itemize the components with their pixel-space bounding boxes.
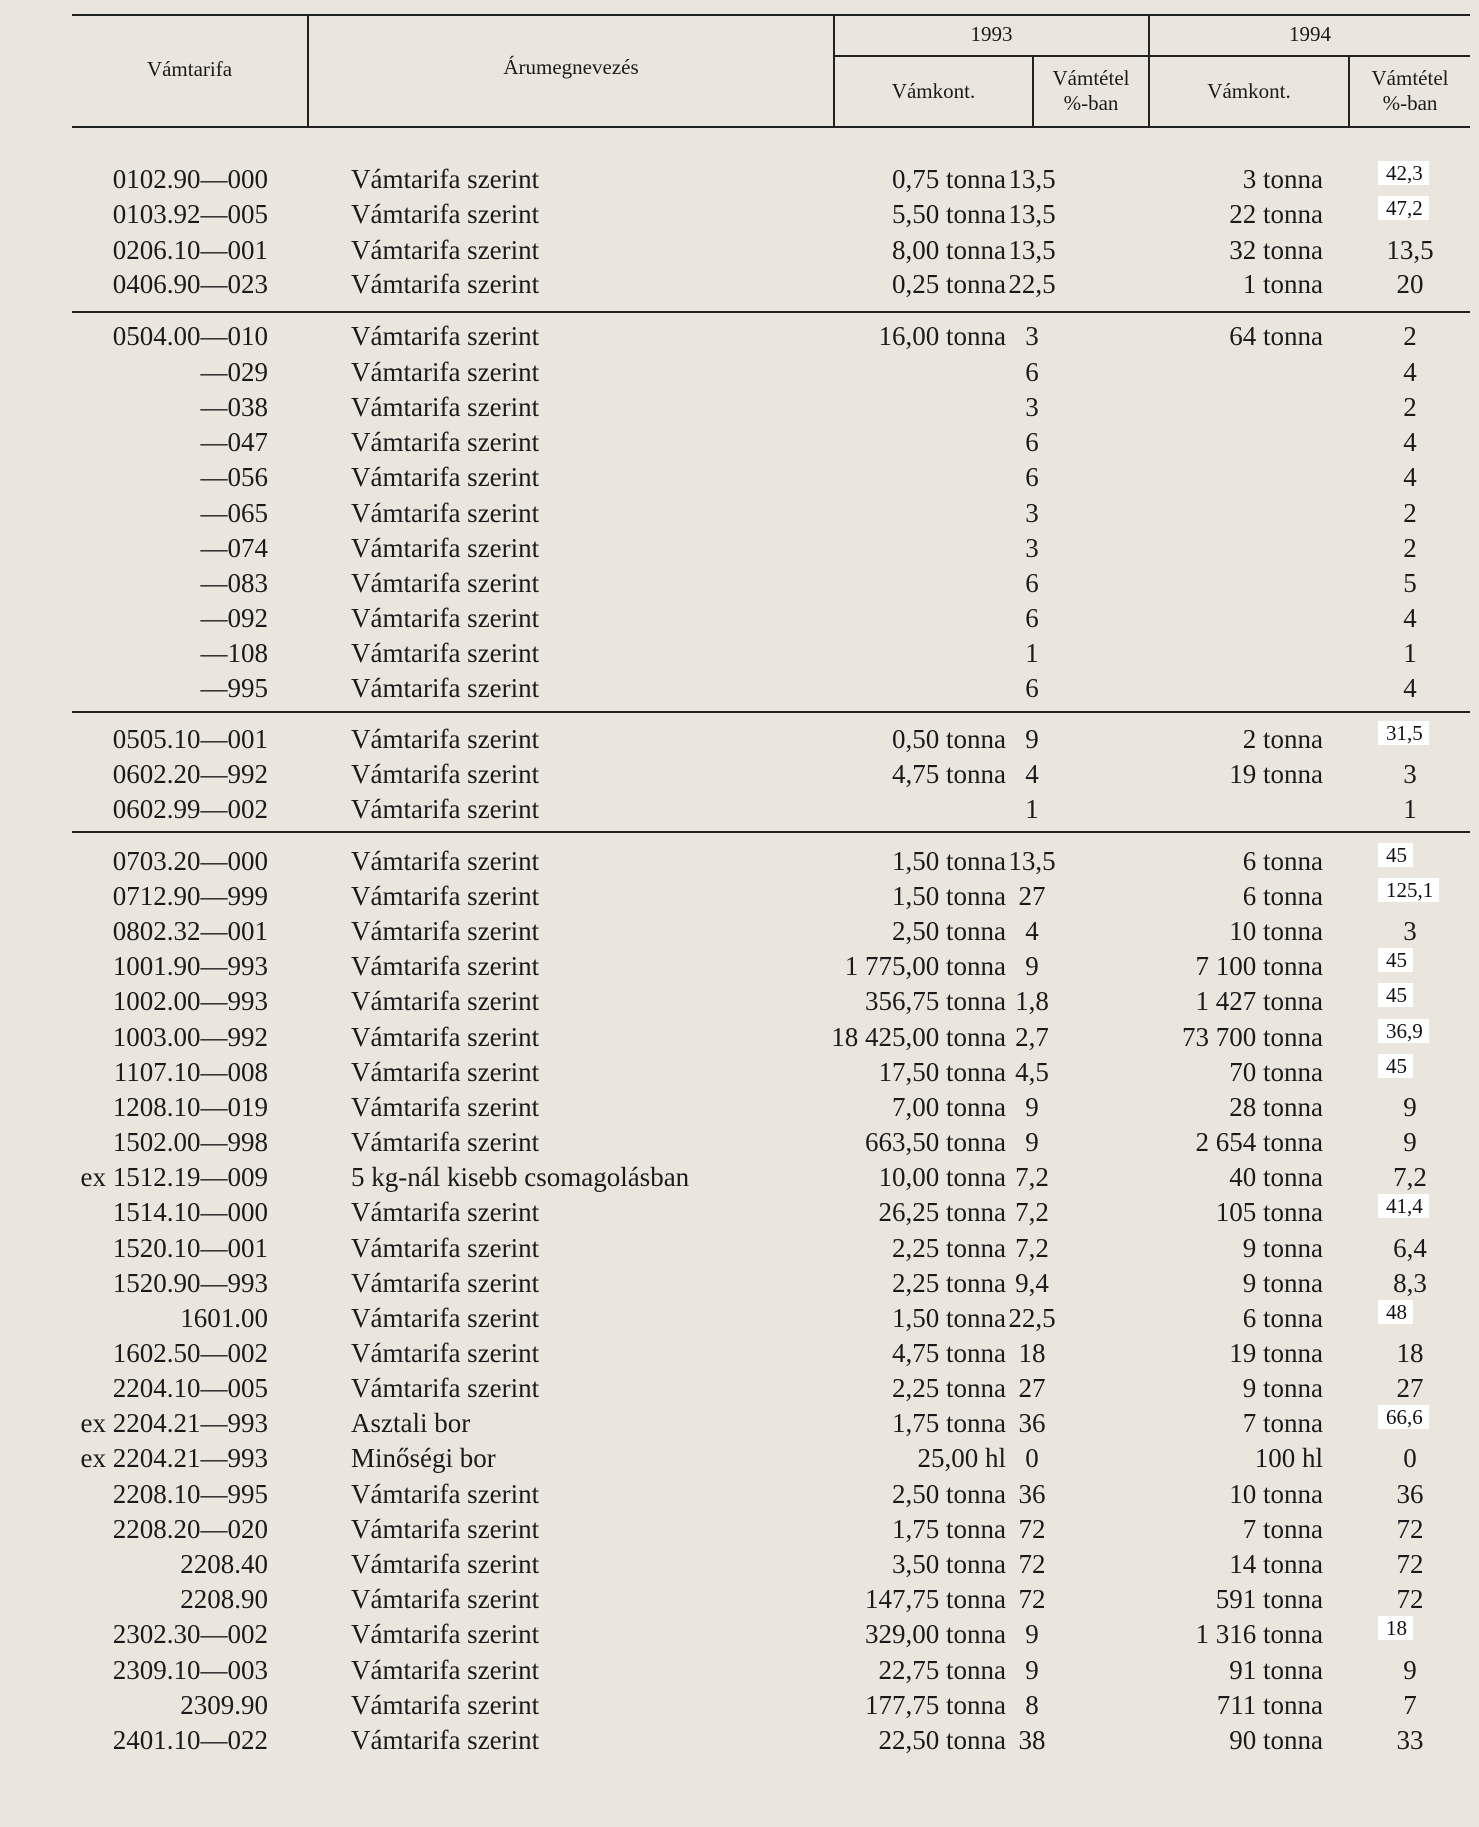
quota-1993-cell: 8,00 tonna [892,235,1006,265]
goods-description-cell: 5 kg-nál kisebb csomagolásban [351,1162,690,1192]
rate-1993-cell: 72 [1018,1514,1046,1544]
goods-description-cell: Vámtarifa szerint [351,1092,540,1122]
tariff-code-cell: 1107.10—008 [113,1057,268,1087]
rate-1993-cell: 13,5 [1008,846,1056,876]
rate-1993-cell: 3 [1025,321,1039,351]
tariff-code-cell: 0504.00—010 [112,321,268,351]
tariff-code-cell: 0103.92—005 [112,199,268,229]
quota-1993-cell: 2,25 tonna [892,1373,1006,1403]
quota-1993-cell: 10,00 tonna [878,1162,1006,1192]
quota-1993-cell: 1,50 tonna [892,846,1006,876]
quota-1993-cell: 1,75 tonna [892,1408,1006,1438]
rate-1994-cell: 1 [1403,638,1417,668]
goods-description-cell: Vámtarifa szerint [351,1197,540,1227]
col-header-year-1994: 1994 [1289,22,1331,46]
tariff-code-cell: 1601.00 [180,1303,268,1333]
rate-1994-cell: 5 [1403,568,1417,598]
goods-description-cell: Vámtarifa szerint [351,846,540,876]
goods-description-cell: Vámtarifa szerint [351,759,540,789]
col-header-quota-1993: Vámkont. [891,79,976,103]
quota-1994-cell: 6 tonna [1242,1303,1323,1333]
quota-1994-cell: 9 tonna [1242,1268,1323,1298]
rate-1993-cell: 18 [1018,1338,1046,1368]
quota-1994-cell: 9 tonna [1242,1233,1323,1263]
rate-1994-correction-patch: 48 [1378,1300,1413,1324]
rate-1994-cell: 13,5 [1386,235,1434,265]
rate-1994-cell: 4 [1403,462,1417,492]
goods-description-cell: Vámtarifa szerint [351,462,540,492]
rate-1994-cell: 9 [1403,1092,1417,1122]
rate-1994-cell: 4 [1403,673,1417,703]
rate-1994-cell: 4 [1403,427,1417,457]
rate-1994-cell: 33 [1396,1725,1424,1755]
rate-1994-cell: 4 [1403,603,1417,633]
quota-1994-cell: 591 tonna [1215,1584,1323,1614]
rate-1994-cell: 1 [1403,794,1417,824]
quota-1994-cell: 70 tonna [1229,1057,1323,1087]
quota-1993-cell: 22,75 tonna [878,1655,1006,1685]
rate-1993-cell: 6 [1025,603,1039,633]
rate-1993-cell: 4,5 [1015,1057,1049,1087]
goods-description-cell: Vámtarifa szerint [351,881,540,911]
tariff-code-cell: 0406.90—023 [112,269,268,299]
tariff-code-cell: —065 [200,498,268,528]
tariff-code-cell: 2309.90 [180,1690,268,1720]
rate-1994-cell: 3 [1403,916,1417,946]
tariff-code-cell: 2302.30—002 [112,1619,268,1649]
tariff-code-cell: —083 [200,568,268,598]
quota-1993-cell: 0,50 tonna [892,724,1006,754]
quota-1994-cell: 28 tonna [1229,1092,1323,1122]
rate-1993-cell: 13,5 [1008,199,1056,229]
tariff-code-cell: 2208.40 [180,1549,268,1579]
quota-1993-cell: 2,25 tonna [892,1233,1006,1263]
tariff-code-cell: 2208.20—020 [112,1514,268,1544]
quota-1994-cell: 40 tonna [1229,1162,1323,1192]
quota-1994-cell: 19 tonna [1229,1338,1323,1368]
quota-1993-cell: 4,75 tonna [892,1338,1006,1368]
goods-description-cell: Vámtarifa szerint [351,533,540,563]
goods-description-cell: Vámtarifa szerint [351,951,540,981]
quota-1993-cell: 5,50 tonna [892,199,1006,229]
rate-1993-cell: 22,5 [1008,1303,1056,1333]
quota-1993-cell: 17,50 tonna [878,1057,1006,1087]
rate-1993-cell: 22,5 [1008,269,1056,299]
tariff-code-cell: ex 1512.19—009 [80,1162,268,1192]
goods-description-cell: Asztali bor [351,1408,471,1438]
tariff-code-cell: 0802.32—001 [112,916,268,946]
quota-1993-cell: 0,75 tonna [892,164,1006,194]
rate-1994-cell: 2 [1403,321,1417,351]
rate-1993-cell: 9 [1025,1127,1039,1157]
quota-1993-cell: 16,00 tonna [878,321,1006,351]
quota-1994-cell: 10 tonna [1229,1479,1323,1509]
goods-description-cell: Vámtarifa szerint [351,1725,540,1755]
goods-description-cell: Vámtarifa szerint [351,1584,540,1614]
goods-description-cell: Vámtarifa szerint [351,724,540,754]
tariff-code-cell: —995 [200,673,268,703]
quota-1994-cell: 32 tonna [1229,235,1323,265]
tariff-code-cell: 0102.90—000 [112,164,268,194]
goods-description-cell: Vámtarifa szerint [351,794,540,824]
quota-1994-cell: 2 654 tonna [1195,1127,1323,1157]
tariff-code-cell: 2401.10—022 [112,1725,268,1755]
rate-1994-cell: 27 [1396,1373,1424,1403]
rate-label-line1: Vámtétel [1371,66,1449,90]
rate-1994-cell: 7 [1403,1690,1417,1720]
tariff-code-cell: 0505.10—001 [112,724,268,754]
col-header-year-1993: 1993 [970,22,1013,46]
quota-1994-cell: 91 tonna [1229,1655,1323,1685]
quota-1993-cell: 177,75 tonna [865,1690,1006,1720]
quota-1994-cell: 73 700 tonna [1182,1022,1323,1052]
rate-1993-cell: 72 [1018,1584,1046,1614]
tariff-code-cell: —092 [200,603,268,633]
tariff-code-cell: 1001.90—993 [112,951,268,981]
goods-description-cell: Vámtarifa szerint [351,235,540,265]
rate-label-line2: %-ban [1063,91,1119,115]
rate-1994-correction-patch: 45 [1378,843,1413,867]
rate-1994-cell: 9 [1403,1655,1417,1685]
quota-1994-cell: 6 tonna [1242,881,1323,911]
rate-1994-cell: 36 [1396,1479,1424,1509]
quota-1994-cell: 14 tonna [1229,1549,1323,1579]
rate-1993-cell: 6 [1025,568,1039,598]
quota-1993-cell: 1,50 tonna [892,881,1006,911]
quota-1994-cell: 1 427 tonna [1195,986,1323,1016]
tariff-code-cell: 0703.20—000 [112,846,268,876]
year-sub-rule [834,55,1470,57]
table-top-rule [72,14,1470,16]
tariff-code-cell: —056 [200,462,268,492]
goods-description-cell: Vámtarifa szerint [351,1338,540,1368]
tariff-code-cell: 1003.00—992 [112,1022,268,1052]
quota-1993-cell: 329,00 tonna [865,1619,1006,1649]
tariff-code-cell: 1208.10—019 [112,1092,268,1122]
goods-description-cell: Vámtarifa szerint [351,1549,540,1579]
rate-1993-cell: 4 [1025,916,1039,946]
rate-1993-cell: 4 [1025,759,1039,789]
rate-1993-cell: 13,5 [1008,235,1056,265]
tariff-code-cell: 2208.90 [180,1584,268,1614]
goods-description-cell: Vámtarifa szerint [351,1479,540,1509]
rate-1994-correction-patch: 66,6 [1378,1405,1429,1429]
rate-1993-cell: 36 [1018,1479,1046,1509]
tariff-code-cell: 1520.10—001 [112,1233,268,1263]
rate-1994-cell: 2 [1403,533,1417,563]
quota-1993-cell: 26,25 tonna [878,1197,1006,1227]
quota-1993-cell: 2,50 tonna [892,916,1006,946]
tariff-code-cell: 0206.10—001 [112,235,268,265]
quota-1993-cell: 1,50 tonna [892,1303,1006,1333]
quota-1994-cell: 19 tonna [1229,759,1323,789]
quota-1993-cell: 356,75 tonna [865,986,1006,1016]
quota-1994-cell: 7 100 tonna [1195,951,1323,981]
rate-1994-cell: 72 [1396,1549,1424,1579]
rate-1994-correction-patch: 47,2 [1378,196,1429,220]
tariff-code-cell: 1514.10—000 [112,1197,268,1227]
rate-1993-cell: 6 [1025,462,1039,492]
rate-label-line1: Vámtétel [1052,66,1130,90]
rate-1993-cell: 3 [1025,392,1039,422]
quota-1994-cell: 100 hl [1254,1443,1323,1473]
rate-1993-cell: 7,2 [1015,1197,1049,1227]
goods-description-cell: Vámtarifa szerint [351,1655,540,1685]
tariff-code-cell: 0602.99—002 [112,794,268,824]
quota-1994-cell: 7 tonna [1242,1408,1323,1438]
header-bottom-rule [72,126,1470,128]
goods-description-cell: Vámtarifa szerint [351,986,540,1016]
quota-1994-cell: 7 tonna [1242,1514,1323,1544]
rate-1994-cell: 20 [1396,269,1424,299]
rate-1994-correction-patch: 31,5 [1378,721,1429,745]
group-separator-rule [72,831,1470,833]
quota-1994-cell: 64 tonna [1229,321,1323,351]
quota-1994-cell: 2 tonna [1242,724,1323,754]
goods-description-cell: Vámtarifa szerint [351,603,540,633]
rate-1994-cell: 2 [1403,498,1417,528]
rate-1994-correction-patch: 45 [1378,1054,1413,1078]
tariff-code-cell: 0602.20—992 [112,759,268,789]
goods-description-cell: Vámtarifa szerint [351,164,540,194]
rate-1993-cell: 27 [1018,1373,1046,1403]
rate-1994-cell: 2 [1403,392,1417,422]
rate-1994-correction-patch: 41,4 [1378,1194,1429,1218]
tariff-code-cell: —038 [200,392,268,422]
quota-1994-cell: 711 tonna [1216,1690,1323,1720]
goods-description-cell: Vámtarifa szerint [351,1373,540,1403]
rate-1993-cell: 27 [1018,881,1046,911]
goods-description-cell: Vámtarifa szerint [351,357,540,387]
tariff-code-cell: 2208.10—995 [112,1479,268,1509]
quota-1993-cell: 2,25 tonna [892,1268,1006,1298]
quota-1994-cell: 10 tonna [1229,916,1323,946]
tariff-code-cell: ex 2204.21—993 [80,1443,268,1473]
rate-1993-cell: 13,5 [1008,164,1056,194]
rate-1993-cell: 9 [1025,951,1039,981]
rate-1993-cell: 1,8 [1015,986,1049,1016]
rate-1994-correction-patch: 18 [1378,1616,1413,1640]
rate-1993-cell: 9 [1025,724,1039,754]
rate-1994-correction-patch: 125,1 [1378,878,1439,902]
tariff-code-cell: —047 [200,427,268,457]
goods-description-cell: Vámtarifa szerint [351,568,540,598]
quota-1993-cell: 4,75 tonna [892,759,1006,789]
goods-description-cell: Vámtarifa szerint [351,1619,540,1649]
goods-description-cell: Vámtarifa szerint [351,321,540,351]
rate-1993-cell: 7,2 [1015,1233,1049,1263]
rate-1993-cell: 9 [1025,1619,1039,1649]
goods-description-cell: Vámtarifa szerint [351,1233,540,1263]
tariff-code-cell: 1502.00—998 [112,1127,268,1157]
goods-description-cell: Vámtarifa szerint [351,638,540,668]
quota-1994-cell: 90 tonna [1229,1725,1323,1755]
goods-description-cell: Vámtarifa szerint [351,1127,540,1157]
goods-description-cell: Vámtarifa szerint [351,916,540,946]
goods-description-cell: Vámtarifa szerint [351,1690,540,1720]
quota-1994-cell: 1 tonna [1242,269,1323,299]
rate-1993-cell: 3 [1025,498,1039,528]
rate-1993-cell: 9 [1025,1655,1039,1685]
goods-description-cell: Vámtarifa szerint [351,498,540,528]
rate-1994-correction-patch: 45 [1378,983,1413,1007]
col-header-rate-1993 [1034,66,1148,116]
rate-1994-cell: 4 [1403,357,1417,387]
group-separator-rule [72,711,1470,713]
quota-1993-cell: 1,75 tonna [892,1514,1006,1544]
tariff-code-cell: 0712.90—999 [112,881,268,911]
rate-1993-cell: 9 [1025,1092,1039,1122]
rate-1993-cell: 9,4 [1015,1268,1049,1298]
quota-1993-cell: 7,00 tonna [892,1092,1006,1122]
col-header-goods: Árumegnevezés [503,55,639,79]
tariff-code-cell: 1002.00—993 [112,986,268,1016]
goods-description-cell: Vámtarifa szerint [351,199,540,229]
goods-description-cell: Vámtarifa szerint [351,1057,540,1087]
col-header-rate-1994 [1350,66,1470,116]
tariff-code-cell: —074 [200,533,268,563]
rate-1994-cell: 6,4 [1393,1233,1427,1263]
quota-1993-cell: 18 425,00 tonna [831,1022,1006,1052]
col-header-tariff: Vámtarifa [146,57,233,81]
tariff-code-cell: 1520.90—993 [112,1268,268,1298]
rate-1993-cell: 6 [1025,673,1039,703]
rate-1994-cell: 72 [1396,1514,1424,1544]
quota-1993-cell: 25,00 hl [917,1443,1006,1473]
quota-1994-cell: 22 tonna [1229,199,1323,229]
quota-1993-cell: 1 775,00 tonna [844,951,1006,981]
goods-description-cell: Vámtarifa szerint [351,427,540,457]
goods-description-cell: Vámtarifa szerint [351,1022,540,1052]
rate-1994-correction-patch: 42,3 [1378,161,1429,185]
rate-1994-cell: 7,2 [1393,1162,1427,1192]
goods-description-cell: Vámtarifa szerint [351,1303,540,1333]
rate-label-line2: %-ban [1382,91,1438,115]
tariff-code-cell: 2204.10—005 [112,1373,268,1403]
goods-description-cell: Vámtarifa szerint [351,673,540,703]
rate-1994-correction-patch: 36,9 [1378,1019,1429,1043]
tariff-code-cell: 2309.10—003 [112,1655,268,1685]
quota-1993-cell: 0,25 tonna [892,269,1006,299]
rate-1993-cell: 0 [1025,1443,1039,1473]
quota-1994-cell: 9 tonna [1242,1373,1323,1403]
tariff-code-cell: —029 [200,357,268,387]
rate-1993-cell: 1 [1025,638,1039,668]
goods-description-cell: Vámtarifa szerint [351,392,540,422]
goods-description-cell: Vámtarifa szerint [351,1268,540,1298]
rate-1993-cell: 8 [1025,1690,1039,1720]
goods-description-cell: Vámtarifa szerint [351,1514,540,1544]
rate-1993-cell: 7,2 [1015,1162,1049,1192]
rate-1993-cell: 6 [1025,357,1039,387]
rate-1993-cell: 6 [1025,427,1039,457]
tariff-code-cell: ex 2204.21—993 [80,1408,268,1438]
quota-1994-cell: 1 316 tonna [1195,1619,1323,1649]
quota-1993-cell: 22,50 tonna [878,1725,1006,1755]
quota-1993-cell: 2,50 tonna [892,1479,1006,1509]
rate-1993-cell: 3 [1025,533,1039,563]
rate-1994-cell: 8,3 [1393,1268,1427,1298]
col-header-quota-1994: Vámkont. [1207,79,1291,103]
quota-1993-cell: 147,75 tonna [865,1584,1006,1614]
quota-1993-cell: 3,50 tonna [892,1549,1006,1579]
goods-description-cell: Minőségi bor [351,1443,496,1473]
tariff-code-cell: —108 [200,638,268,668]
quota-1994-cell: 105 tonna [1215,1197,1323,1227]
rate-1993-cell: 36 [1018,1408,1046,1438]
rate-1993-cell: 72 [1018,1549,1046,1579]
tariff-code-cell: 1602.50—002 [112,1338,268,1368]
quota-1993-cell: 663,50 tonna [865,1127,1006,1157]
rate-1994-cell: 9 [1403,1127,1417,1157]
rate-1994-cell: 72 [1396,1584,1424,1614]
rate-1994-cell: 18 [1396,1338,1424,1368]
quota-1994-cell: 3 tonna [1242,164,1323,194]
group-separator-rule [72,311,1470,313]
quota-1994-cell: 6 tonna [1242,846,1323,876]
rate-1994-cell: 0 [1403,1443,1417,1473]
rate-1993-cell: 2,7 [1015,1022,1049,1052]
rate-1994-correction-patch: 45 [1378,948,1413,972]
rate-1993-cell: 38 [1018,1725,1046,1755]
rate-1994-cell: 3 [1403,759,1417,789]
goods-description-cell: Vámtarifa szerint [351,269,540,299]
rate-1993-cell: 1 [1025,794,1039,824]
